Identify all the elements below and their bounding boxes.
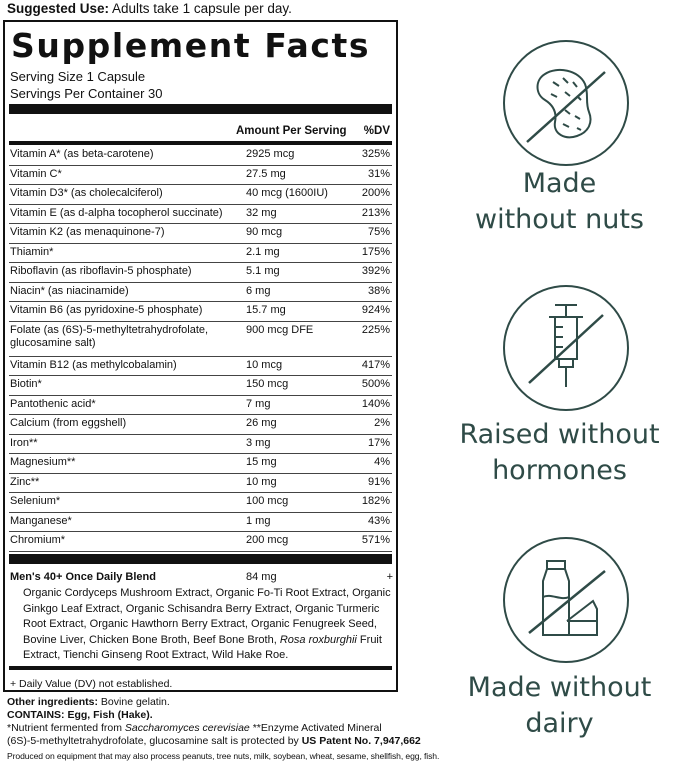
nutrient-row (9, 185, 392, 205)
nutrient-row (9, 532, 392, 552)
nutrient-row (9, 357, 392, 377)
nutrient-name (10, 378, 42, 391)
nutrient-amount: 3 mg (246, 436, 271, 449)
claim-no-dairy (440, 670, 679, 742)
nutrient-name (10, 285, 129, 298)
nutrient-name-line1: Vitamin K2 (as menaquinone-7) (10, 226, 165, 238)
nutrient-dv: 91% (367, 475, 390, 488)
nutrient-amount: 100 mcg (246, 495, 289, 507)
nutrient-dv: 325% (361, 148, 390, 160)
claim-no-nuts-line1: Made (522, 168, 597, 199)
servings-per-container: Servings Per Container 30 (10, 86, 163, 101)
nutrient-dv: 43% (367, 514, 390, 527)
nutrient-name-line1: Vitamin D3* (as cholecalciferol) (10, 187, 163, 199)
patent-note-a: (6S)-5-methyltetrahydrofolate, glucosamine salt is protected by (7, 735, 302, 747)
nutrient-name-line1: Manganese* (10, 514, 72, 527)
blend-ingredients-part2: Fruit Extract, Tienchi Ginseng Root Extract, Wild Hake Roe. (23, 633, 382, 661)
nutrient-row (9, 454, 392, 474)
nutrient-row (9, 146, 392, 166)
nutrient-name (10, 246, 53, 259)
nutrient-name-line1: Niacin* (as niacinamide) (10, 284, 129, 297)
claim-no-hormones-line2: hormones (492, 455, 627, 486)
nutrient-name-line2: glucosamine salt) (10, 336, 96, 349)
nutrient-dv: 924% (361, 304, 390, 316)
nutrient-amount: 90 mcg (246, 226, 283, 238)
other-ingredients (7, 696, 170, 708)
supplement-facts-panel (3, 20, 398, 692)
nutrient-dv: 182% (361, 495, 390, 507)
suggested-use-text: Adults take 1 capsule per day. (109, 1, 292, 16)
blend-ingredients-italic: Rosa roxburghii (279, 633, 357, 646)
nutrient-name-line1: Vitamin E (as d-alpha tocopherol succinate) (10, 206, 223, 219)
nutrient-amount: 6 mg (246, 284, 271, 297)
nutrient-dv: 571% (361, 534, 390, 546)
nutrient-name-line1: Vitamin B12 (as methylcobalamin) (10, 358, 177, 371)
nutrient-dv: 38% (367, 284, 390, 297)
dv-note: + Daily Value (DV) not established. (10, 678, 173, 690)
nutrient-footnote (7, 722, 382, 734)
blend-title: Men's 40+ Once Daily Blend (10, 571, 156, 583)
nutrient-name-line1: Thiamin* (10, 245, 54, 258)
nutrient-name-line1: Magnesium** (10, 456, 76, 468)
nutrient-name (10, 417, 126, 430)
nutrient-footnote-italic: Saccharomyces cerevisiae (124, 722, 250, 734)
contains-statement: CONTAINS: Egg, Fish (Hake). (7, 709, 153, 721)
nutrient-name-line1: Zinc** (10, 475, 40, 488)
nutrient-name-line1: Chromium* (10, 534, 66, 546)
claim-no-hormones-line1: Raised without (459, 419, 660, 450)
other-ingredients-label: Other ingredients: (7, 696, 99, 708)
nutrient-row (9, 322, 392, 357)
nutrient-name (10, 456, 75, 469)
nutrient-row (9, 435, 392, 455)
nutrient-amount: 27.5 mg (246, 167, 286, 180)
nutrient-amount: 26 mg (246, 417, 277, 429)
claim-no-dairy-line1: Made without (467, 672, 652, 703)
blend-ingredients (23, 586, 391, 664)
claim-no-dairy-line2: dairy (525, 708, 594, 739)
nutrient-amount: 200 mcg (246, 534, 289, 546)
nutrient-name (10, 495, 60, 508)
nutrient-dv: 392% (361, 265, 390, 277)
dv-divider (9, 666, 392, 670)
nutrient-name (10, 534, 65, 547)
nutrient-dv: 200% (361, 187, 390, 199)
claim-no-hormones (440, 417, 679, 489)
nutrient-amount: 2.1 mg (246, 245, 280, 258)
nutrient-amount: 32 mg (246, 206, 277, 219)
nutrient-dv: 4% (374, 456, 390, 468)
nutrient-name-line1: Iron** (10, 436, 38, 449)
nutrient-name-line1: Pantothenic acid* (10, 397, 96, 410)
nutrient-row (9, 166, 392, 186)
nutrient-amount: 1 mg (246, 514, 271, 527)
nutrient-name-line1: Riboflavin (as riboflavin-5 phosphate) (10, 265, 192, 277)
nutrient-row (9, 302, 392, 322)
patent-number: US Patent No. 7,947,662 (301, 735, 421, 747)
amount-column-header: Amount Per Serving (236, 125, 347, 137)
nutrient-footnote-a: *Nutrient fermented from (7, 722, 125, 734)
nutrient-name (10, 168, 62, 181)
no-hormones-icon (505, 287, 627, 409)
no-hormones-badge (503, 285, 629, 411)
nutrient-amount: 15.7 mg (246, 304, 286, 316)
nutrient-name (10, 515, 72, 528)
nutrient-row (9, 474, 392, 494)
panel-title: Supplement Facts (11, 26, 371, 65)
nutrient-name-line1: Folate (as (6S)-5-methyltetrahydrofolate, (10, 323, 209, 336)
nutrient-dv: 175% (361, 245, 390, 258)
nutrient-row (9, 415, 392, 435)
blend-dv: + (386, 571, 393, 583)
patent-note (7, 735, 421, 747)
nutrient-amount: 150 mcg (246, 378, 289, 390)
blend-divider (9, 554, 392, 564)
blend-amount: 84 mg (246, 571, 277, 583)
nutrient-dv: 500% (361, 378, 390, 390)
nutrient-dv: 75% (367, 226, 390, 238)
dv-column-header: %DV (363, 125, 390, 137)
nutrient-name-line1: Vitamin C* (10, 167, 62, 180)
claim-no-nuts-line2: without nuts (475, 204, 644, 235)
nutrient-dv: 31% (367, 167, 390, 180)
nutrient-amount: 10 mg (246, 475, 277, 488)
nutrient-amount: 7 mg (246, 397, 271, 410)
nutrient-amount: 2925 mcg (246, 148, 295, 160)
header-divider (9, 141, 392, 145)
nutrient-name (10, 398, 96, 411)
nutrient-amount: 10 mcg (246, 358, 283, 371)
nutrient-dv: 417% (361, 358, 390, 371)
nutrient-amount: 900 mcg DFE (246, 323, 314, 336)
nutrient-name-line1: Selenium* (10, 495, 61, 507)
nutrient-row (9, 244, 392, 264)
nutrient-dv: 225% (361, 323, 390, 336)
nutrient-row (9, 263, 392, 283)
nutrient-name (10, 324, 208, 350)
serving-size: Serving Size 1 Capsule (10, 69, 146, 84)
no-nuts-icon (505, 42, 627, 164)
nutrient-amount: 40 mcg (1600IU) (246, 187, 328, 199)
suggested-use (7, 1, 292, 16)
other-ingredients-text: Bovine gelatin. (98, 696, 170, 708)
nutrient-row (9, 493, 392, 513)
no-nuts-badge (503, 40, 629, 166)
nutrient-name-line1: Biotin* (10, 378, 42, 390)
nutrient-amount: 15 mg (246, 456, 277, 468)
nutrient-name (10, 304, 202, 317)
suggested-use-label: Suggested Use: (7, 1, 110, 16)
nutrient-name (10, 359, 177, 372)
thick-divider (9, 104, 392, 114)
blend-ingredients-part1: Organic Cordyceps Mushroom Extract, Organic Fo-Ti Root Extract, Organic Ginkgo Leaf Extract, Organic Schisandra Berry Extract, Organic Turmeric Root Extract, Organic Hawthorn Berry Extract, Organic Fenugreek Seed, Bovine Liver, Chicken Bone Broth, Beef Bone Broth, (23, 587, 391, 646)
nutrient-row (9, 376, 392, 396)
nutrient-name (10, 148, 153, 161)
no-dairy-badge (503, 537, 629, 663)
nutrient-name (10, 207, 223, 220)
nutrient-name (10, 437, 38, 450)
nutrient-row (9, 513, 392, 533)
nutrient-dv: 17% (367, 436, 390, 449)
no-dairy-icon (505, 539, 627, 661)
nutrient-name (10, 476, 39, 489)
nutrient-footnote-b: **Enzyme Activated Mineral (249, 722, 382, 734)
nutrient-dv: 2% (374, 417, 390, 429)
nutrient-dv: 140% (361, 397, 390, 410)
nutrient-dv: 213% (361, 206, 390, 219)
nutrient-row (9, 283, 392, 303)
nutrient-name-line1: Calcium (from eggshell) (10, 417, 127, 429)
nutrient-name (10, 187, 163, 200)
claim-no-nuts (440, 166, 679, 238)
allergen-note: Produced on equipment that may also process peanuts, tree nuts, milk, soybean, wheat, sesame, shellfish, egg, fish. (7, 751, 440, 761)
nutrient-name (10, 265, 192, 278)
nutrient-amount: 5.1 mg (246, 265, 280, 277)
nutrient-row (9, 396, 392, 416)
nutrient-name-line1: Vitamin B6 (as pyridoxine-5 phosphate) (10, 304, 203, 316)
nutrient-row (9, 205, 392, 225)
nutrient-name (10, 226, 165, 239)
nutrient-row (9, 224, 392, 244)
nutrient-name-line1: Vitamin A* (as beta-carotene) (10, 148, 154, 160)
